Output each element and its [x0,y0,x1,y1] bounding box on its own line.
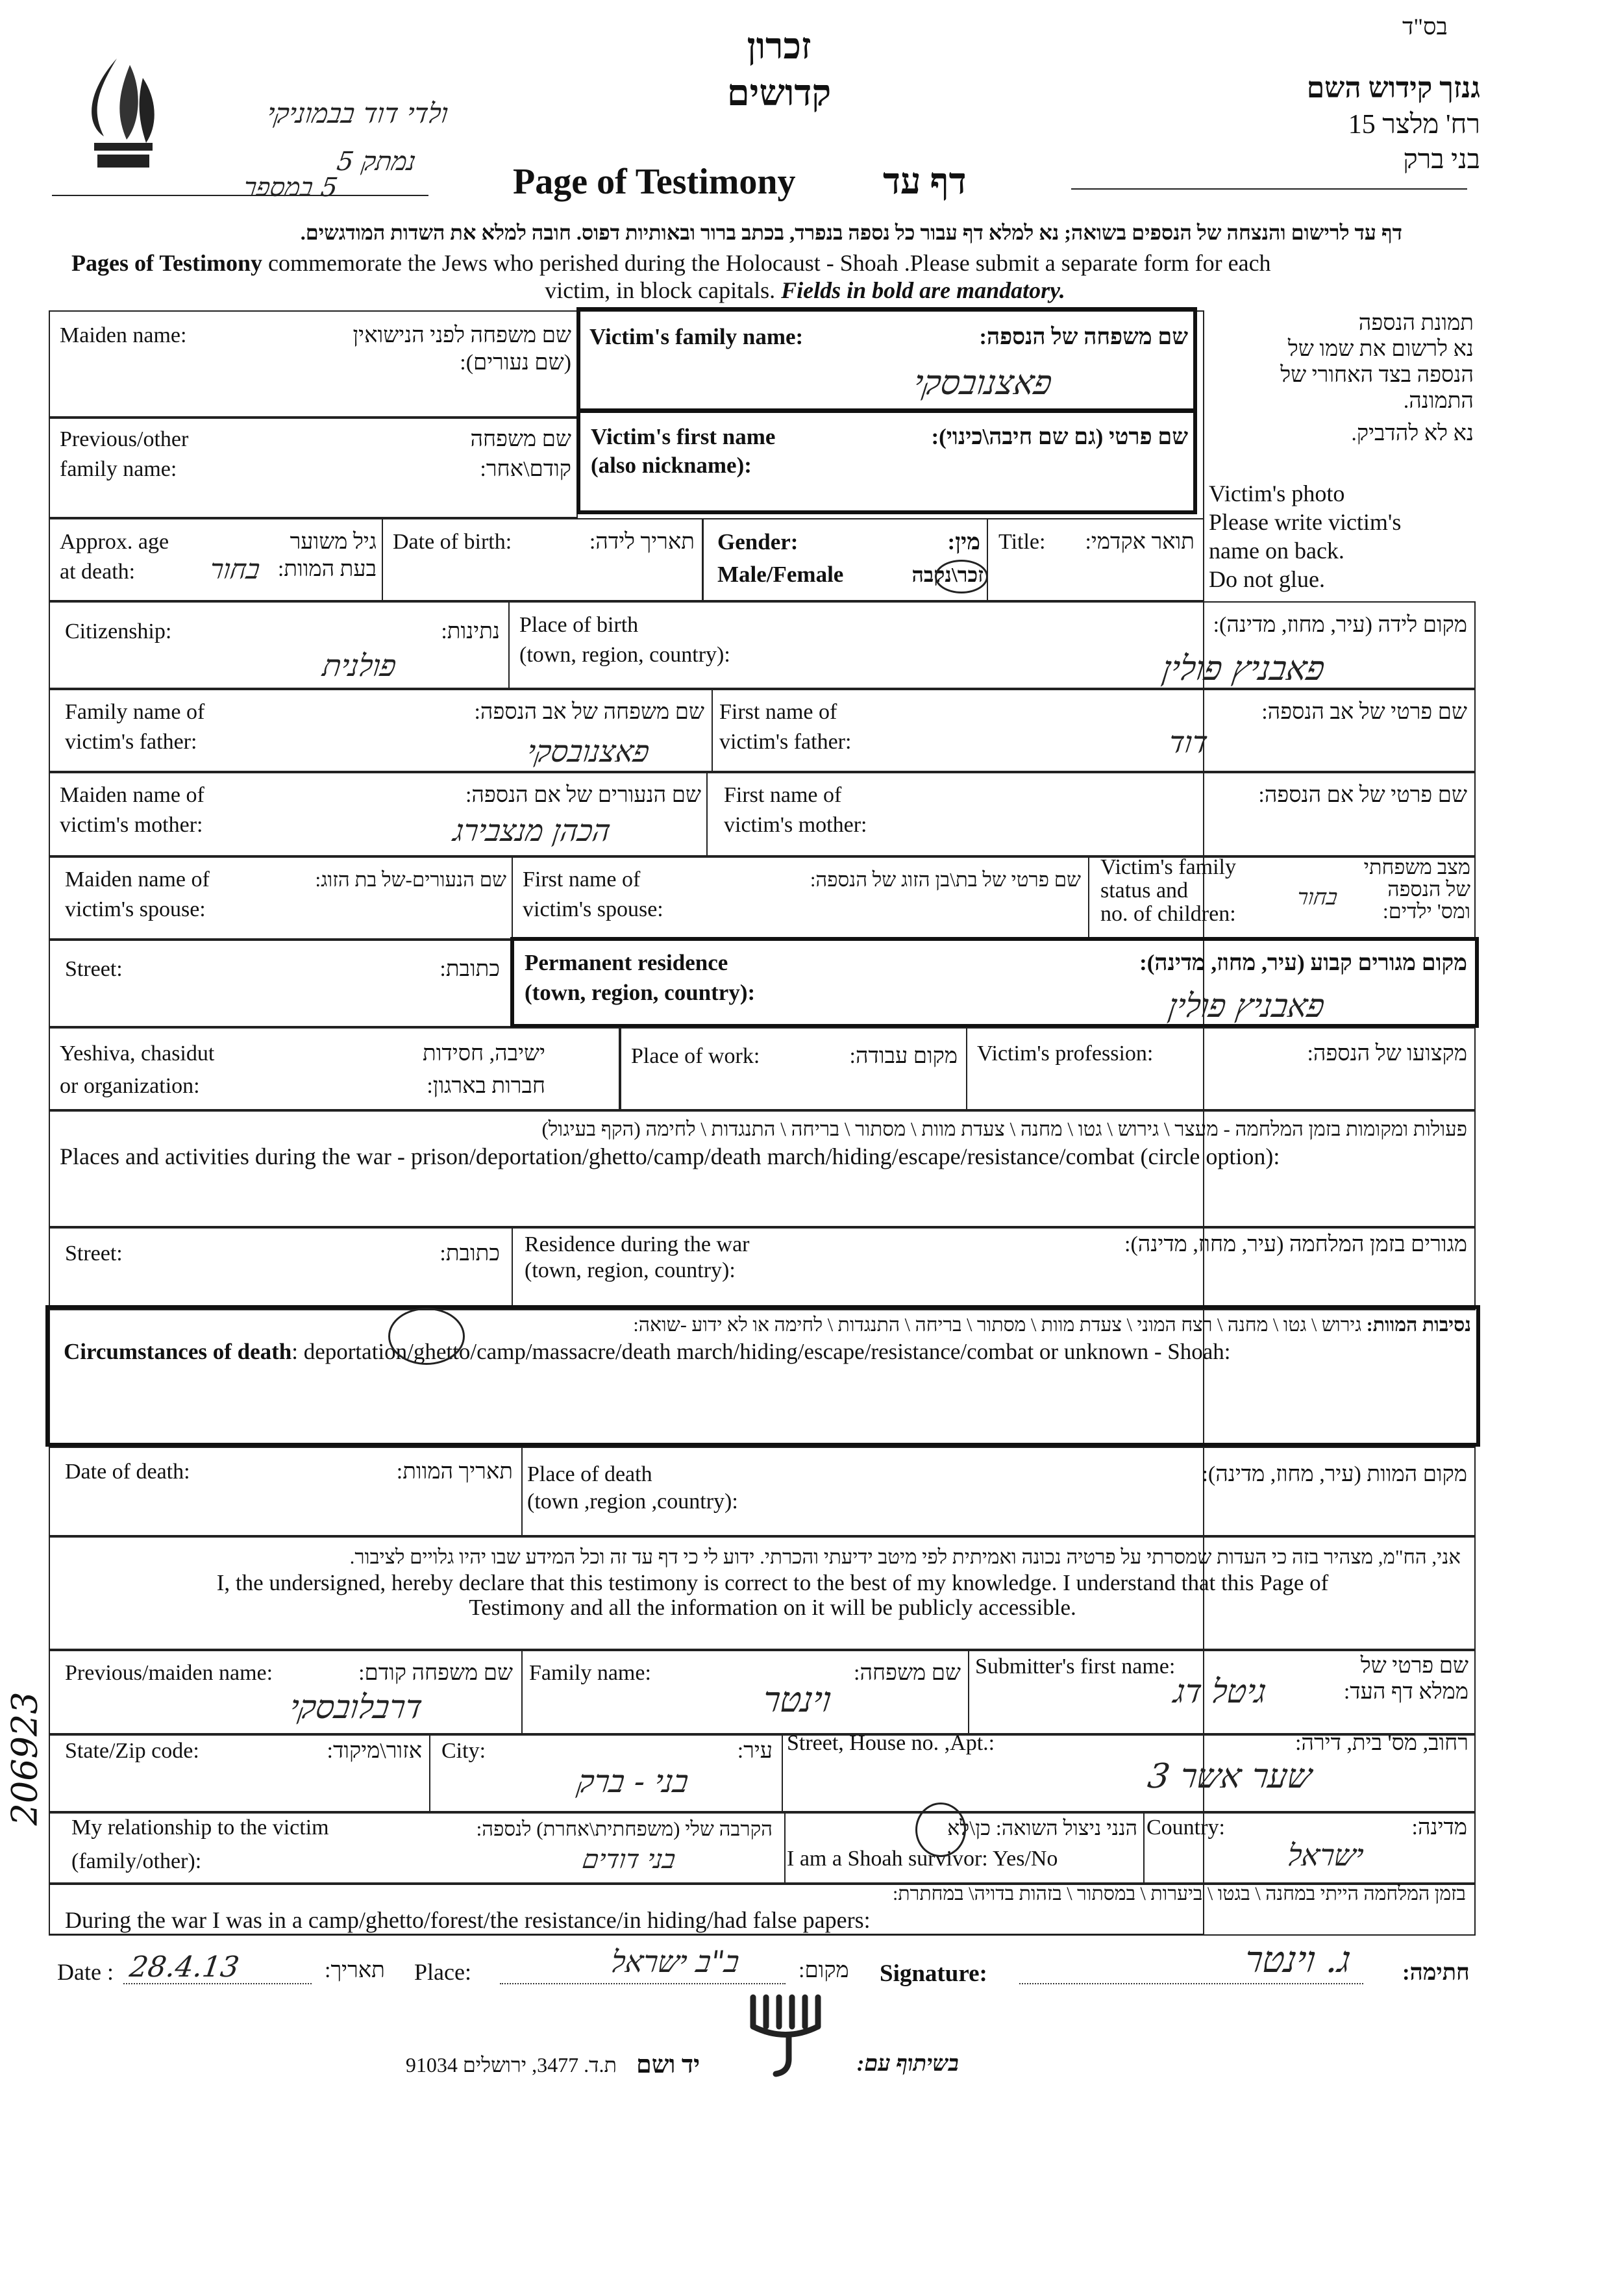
father-first-name-label-2: victim's father: [719,730,852,754]
survivor-label-he: הנני ניצול השואה: כן\לא [947,1816,1137,1840]
photo-en-3: name on back. [1209,538,1344,564]
circumstances-label-he [56,1314,1471,1336]
father-family-name-label-1: Family name of [65,700,205,724]
hw-header-number: 5 במספר [242,173,340,203]
age-label-2: at death: [60,560,136,584]
submitter-first-name-label: Submitter's first name: [975,1654,1176,1678]
circumstances-label [64,1339,1230,1365]
age-value: בחור [208,553,262,585]
state-zip-label: State/Zip code: [65,1739,199,1763]
place-of-work-label: Place of work: [631,1044,760,1068]
hw-header-name: ולדי דוד בבמוניקי [265,97,451,129]
submitter-family-name-value: וינטר [760,1679,834,1720]
city-label: City: [441,1739,486,1763]
previous-name-label-he-2: קודם\אחר: [480,457,571,481]
father-first-name-value: דוד [1166,725,1210,760]
title-label: Title: [998,530,1046,554]
gender-label-he-2: זכר\נקבה [911,563,984,586]
kedoshim-title: קדושים [726,73,832,114]
place-value: ב"ב ישראל [608,1944,742,1979]
spouse-maiden-name-label-2: victim's spouse: [65,897,206,921]
mother-maiden-name-label-1: Maiden name of [60,783,204,807]
father-family-name-label-he: שם משפחה של אב הנספה: [474,700,704,724]
previous-name-label-1: Previous/other [60,427,189,451]
circumstances-label-bold: Circumstances of death [64,1339,292,1364]
country-label-he: מדינה: [1411,1816,1467,1840]
citizenship-label: Citizenship: [65,619,172,643]
gender-label-2: Male/Female [717,562,844,587]
relationship-label-he: הקרבה שלי (משפחתית\אחרת) לנספה: [476,1817,773,1840]
victim-first-name-label-2: (also nickname): [591,453,752,478]
family-status-value: בחור [1295,884,1339,910]
circumstances-label-text: : deportation/ghetto/camp/massacre/death march/hiding/escape/resistance/combat or unknown - Shoah: [291,1339,1231,1364]
street-house-label: Street, House no. ,Apt.: [787,1731,995,1755]
during-war-label: During the war I was in a camp/ghetto/forest/the resistance/in hiding/had false papers: [65,1907,871,1933]
permanent-residence-value: פאבניץ פולין [1166,987,1328,1025]
photo-he-4: התמונה. [1403,389,1474,413]
intro-text-1: commemorate the Jews who perished during the Holocaust - Shoah .Please submit a separate form for each [262,250,1271,276]
previous-name-label-he-1: שם משפחה [470,427,571,451]
header-line-left [52,195,428,196]
mother-first-name-label-2: victim's mother: [724,813,867,837]
date-of-death-label: Date of death: [65,1460,190,1484]
survivor-label: I am a Shoah survivor: Yes/No [787,1847,1058,1871]
submitter-previous-name-label-he: שם משפחה קודם: [358,1661,513,1685]
family-status-label-he-1: מצב משפחתי [1363,855,1470,879]
submitter-first-name-label-he [1298,1653,1468,1705]
city-value: בני - ברק [575,1764,691,1800]
street-house-value: שער אשר 3 [1145,1757,1315,1796]
photo-en-1: Victim's photo [1209,480,1345,506]
signature-label: Signature: [880,1960,987,1987]
age-label-1: Approx. age [60,530,169,554]
mother-maiden-name-label-2: victim's mother: [60,813,203,837]
family-status-label-1: Victim's family [1100,855,1236,879]
hw-header-ref: נמתק 5 [335,147,418,177]
father-family-name-value: פאצנובסקי [525,734,652,769]
submitter-family-name-label-he: שם משפחה: [854,1661,961,1685]
place-of-work-label-he: מקום עבודה: [849,1044,958,1068]
permanent-residence-label-2: (town, region, country): [525,980,756,1005]
place-of-death-label-2: (town ,region ,country): [527,1490,738,1514]
place-line [500,1983,786,1984]
place-of-birth-label-2: (town, region, country): [519,643,730,667]
title-label-he: תואר אקדמי: [1085,530,1195,554]
father-first-name-label-1: First name of [719,700,837,724]
war-activities-label-he: פעולות ומקומות בזמן המלחמה - מעצר \ גירוש \ גטו \ מחנה \ צעדת מוות \ מסתור \ בריחה \ התנגדות \ לחימה (הקף בעיגול) [541,1117,1467,1140]
yad-vashem-name: יד ושם [636,2051,700,2078]
place-of-birth-value: פאבניץ פולין [1159,649,1328,688]
signature-value: ג. וינטר [1241,1939,1354,1981]
during-war-label-he: בזמן המלחמה הייתי במחנה \ בגטו \ ביערות \ במסתור \ בזהות בדויה\ במחתרת: [892,1883,1466,1904]
city-label-he: עיר: [737,1739,773,1763]
age-label-he-2: בעת המוות: [277,557,377,581]
zikaron-title: זכרון [747,27,811,67]
photo-he-5: נא לא להדביק. [1351,421,1474,445]
profession-label: Victim's profession: [977,1042,1154,1066]
age-label-he-1: גיל משוער [290,530,377,554]
circumstances-label-he-text: גירוש \ גטו \ מחנה \ רצח המוני \ צעדת מוות \ מסתור \ בריחה \ התנגדות \ לחימה או לא ידוע -שואה: [633,1314,1362,1336]
maiden-name-label: Maiden name: [60,323,187,347]
declaration-en-1: I, the undersigned, hereby declare that this testimony is correct to the best of my knowledge. I understand that this Page of [216,1570,1329,1595]
war-residence-label-1: Residence during the war [525,1232,750,1256]
org-name: גנזך קידוש השם [1306,72,1480,104]
yad-vashem-address: ת.ד. 3477, ירושלים 91034 [405,2053,617,2077]
mother-maiden-name-label-he: שם הנעורים של אם הנספה: [465,783,701,807]
mother-first-name-label-1: First name of [724,783,842,807]
victim-family-name-label-he: שם משפחה של הנספה: [979,324,1188,349]
yeshiva-label-2: or organization: [60,1074,200,1098]
place-label-he: מקום: [799,1958,849,1982]
page-title-he: דף עד [883,162,967,202]
gender-label-1: Gender: [717,529,799,555]
family-status-label-2: status and [1100,879,1189,903]
street-label: Street: [65,957,123,981]
spouse-first-name-label-1: First name of [523,867,641,892]
father-first-name-label-he: שם פרטי של אב הנספה: [1261,700,1467,724]
war-street-label-he: כתובת: [440,1242,500,1266]
citizenship-value: פולנית [320,648,399,683]
intro-bold-2: Fields in bold are mandatory. [781,277,1065,303]
family-status-label-he [1337,856,1470,922]
date-of-death-label-he: תאריך המוות: [396,1460,513,1484]
survivor-circle-mark [915,1803,966,1857]
photo-he-2: נא לרשום את שמו של [1287,337,1474,361]
victim-family-name-value: פאצנובסקי [911,364,1055,403]
submitter-family-name-label: Family name: [529,1661,651,1685]
permanent-residence-label-he: מקום מגורים קבוע (עיר, מחוז, מדינה): [1139,950,1467,975]
country-label: Country: [1146,1816,1225,1840]
date-line [123,1983,312,1984]
relationship-label-1: My relationship to the victim [71,1816,329,1840]
spouse-maiden-name-label-he: שם הנעורים-של בת הזוג: [315,868,506,891]
intro-english-1 [71,249,1539,277]
place-of-death-label-1: Place of death [527,1462,652,1486]
previous-name-label-2: family name: [60,457,177,481]
victim-first-name-label-he: שם פרטי (גם שם חיבה\כינוי): [931,424,1188,449]
war-activities-label: Places and activities during the war - prison/deportation/ghetto/camp/death march/hiding/escape/resistance/combat (circle option): [60,1143,1280,1169]
submitter-previous-name-value: דרבלובסקי [287,1688,425,1726]
profession-label-he: מקצועו של הנספה: [1307,1042,1467,1066]
relationship-value: בני דודים [580,1845,678,1875]
family-status-label-3: no. of children: [1100,902,1236,926]
intro-english-2 [0,277,1610,304]
date-label: Date : [57,1959,114,1985]
intro-bold-1: Pages of Testimony [71,250,263,276]
header-line-right [1071,188,1467,190]
date-value: 28.4.13 [127,1951,242,1984]
dob-label: Date of birth: [393,530,512,554]
yeshiva-label-1: Yeshiva, chasidut [60,1042,215,1066]
declaration-he: אני, הח"מ, מצהיר בזה כי העדות שמסרתי על פרטיה נכונה ואמיתית לפי מיטב ידיעתי והכרתי. ידוע לי כי דף עד זה וכל המידע שבו יהיו גלויים לציבור. [349,1545,1461,1568]
country-value: ישראל [1285,1838,1366,1873]
photo-instructions-he [1208,310,1474,447]
spouse-maiden-name-label-1: Maiden name of [65,867,210,892]
father-family-name-label-2: victim's father: [65,730,197,754]
place-label: Place: [414,1959,471,1985]
street-cell[interactable] [49,940,513,1027]
photo-instructions-en [1209,479,1475,593]
yeshiva-label-he-2: חברות בארגון: [427,1074,545,1098]
cooperation-label-he: בשיתוף עם: [857,2052,959,2076]
date-label-he: תאריך: [325,1958,385,1982]
place-of-birth-label-he: מקום לידה (עיר, מחוז, מדינה): [1213,613,1467,637]
street-house-label-he: רחוב, מס' בית, דירה: [1294,1731,1468,1755]
page-title-en: Page of Testimony [513,162,796,202]
submitter-first-name-label-he-1: שם פרטי של [1360,1654,1468,1678]
flame-logo [78,52,162,175]
citizenship-label-he: נתינות: [441,619,500,643]
photo-he-1: תמונת הנספה [1358,311,1474,335]
street-label-he: כתובת: [440,957,500,981]
submitter-previous-name-label: Previous/maiden name: [65,1661,273,1685]
mother-first-name-label-he: שם פרטי של אם הנספה: [1258,783,1467,807]
declaration-en-2: Testimony and all the information on it will be publicly accessible. [469,1595,1076,1620]
victim-first-name-label-1: Victim's first name [591,424,776,449]
gender-label-he-1: מין: [947,529,980,555]
photo-en-2: Please write victim's [1209,509,1402,535]
family-status-label [1100,856,1236,926]
yad-vashem-logo [740,1991,831,2082]
place-of-birth-label-1: Place of birth [519,613,639,637]
circumstances-label-he-bold: נסיבות המוות: [1366,1314,1471,1336]
signature-line [1019,1983,1363,1984]
org-city: בני ברק [1403,145,1480,175]
war-street-label: Street: [65,1242,123,1266]
intro-text-2: victim, in block capitals. [545,277,782,303]
war-residence-label-he: מגורים בזמן המלחמה (עיר, מחוז, מדינה): [1124,1232,1467,1256]
submitter-first-name-value: גיטל דג [1171,1673,1269,1710]
war-residence-label-2: (town, region, country): [525,1258,736,1282]
org-street: רח' מלצר 15 [1348,110,1480,140]
stamp-number: 206923 [4,1691,45,1826]
spouse-first-name-label-2: victim's spouse: [523,897,663,921]
gender-circle-mark [935,560,988,593]
place-of-death-label-he: מקום המוות (עיר, מחוז, מדינה): [1202,1462,1467,1486]
permanent-residence-label-1: Permanent residence [525,950,728,975]
photo-en-4: Do not glue. [1209,566,1325,592]
submitter-first-name-label-he-2: ממלא דף העד: [1343,1680,1468,1704]
yeshiva-label-he-1: ישיבה, חסידות [422,1042,545,1066]
family-status-label-he-3: ומס' ילדים: [1382,899,1470,923]
family-status-label-he-2: של הנספה [1387,877,1470,901]
state-zip-label-he: אזור\מיקוד: [327,1739,422,1763]
bsd-mark: בס"ד [1402,14,1448,40]
photo-he-3: הנספה בצד האחורי של [1280,363,1474,387]
intro-hebrew: דף עד לרישום והנצחה של הנספים בשואה; נא למלא דף עבור כל נספה בנפרד, בכתב ברור ובאותיות דפוס. חובה למלא את השדות המודגשים. [300,221,1402,244]
relationship-label-2: (family/other): [71,1849,202,1873]
spouse-first-name-label-he: שם פרטי של בת\בן הזוג של הנספה: [810,868,1081,891]
signature-label-he: חתימה: [1402,1960,1470,1985]
dob-label-he: תאריך לידה: [589,530,695,554]
maiden-name-label-he: שם משפחה לפני הנישואין (שם נעורים): [353,323,571,375]
victim-family-name-label: Victim's family name: [589,324,804,349]
mother-maiden-name-value: הכהן מנצבירג [451,813,613,848]
shoah-circle-mark [388,1308,465,1365]
